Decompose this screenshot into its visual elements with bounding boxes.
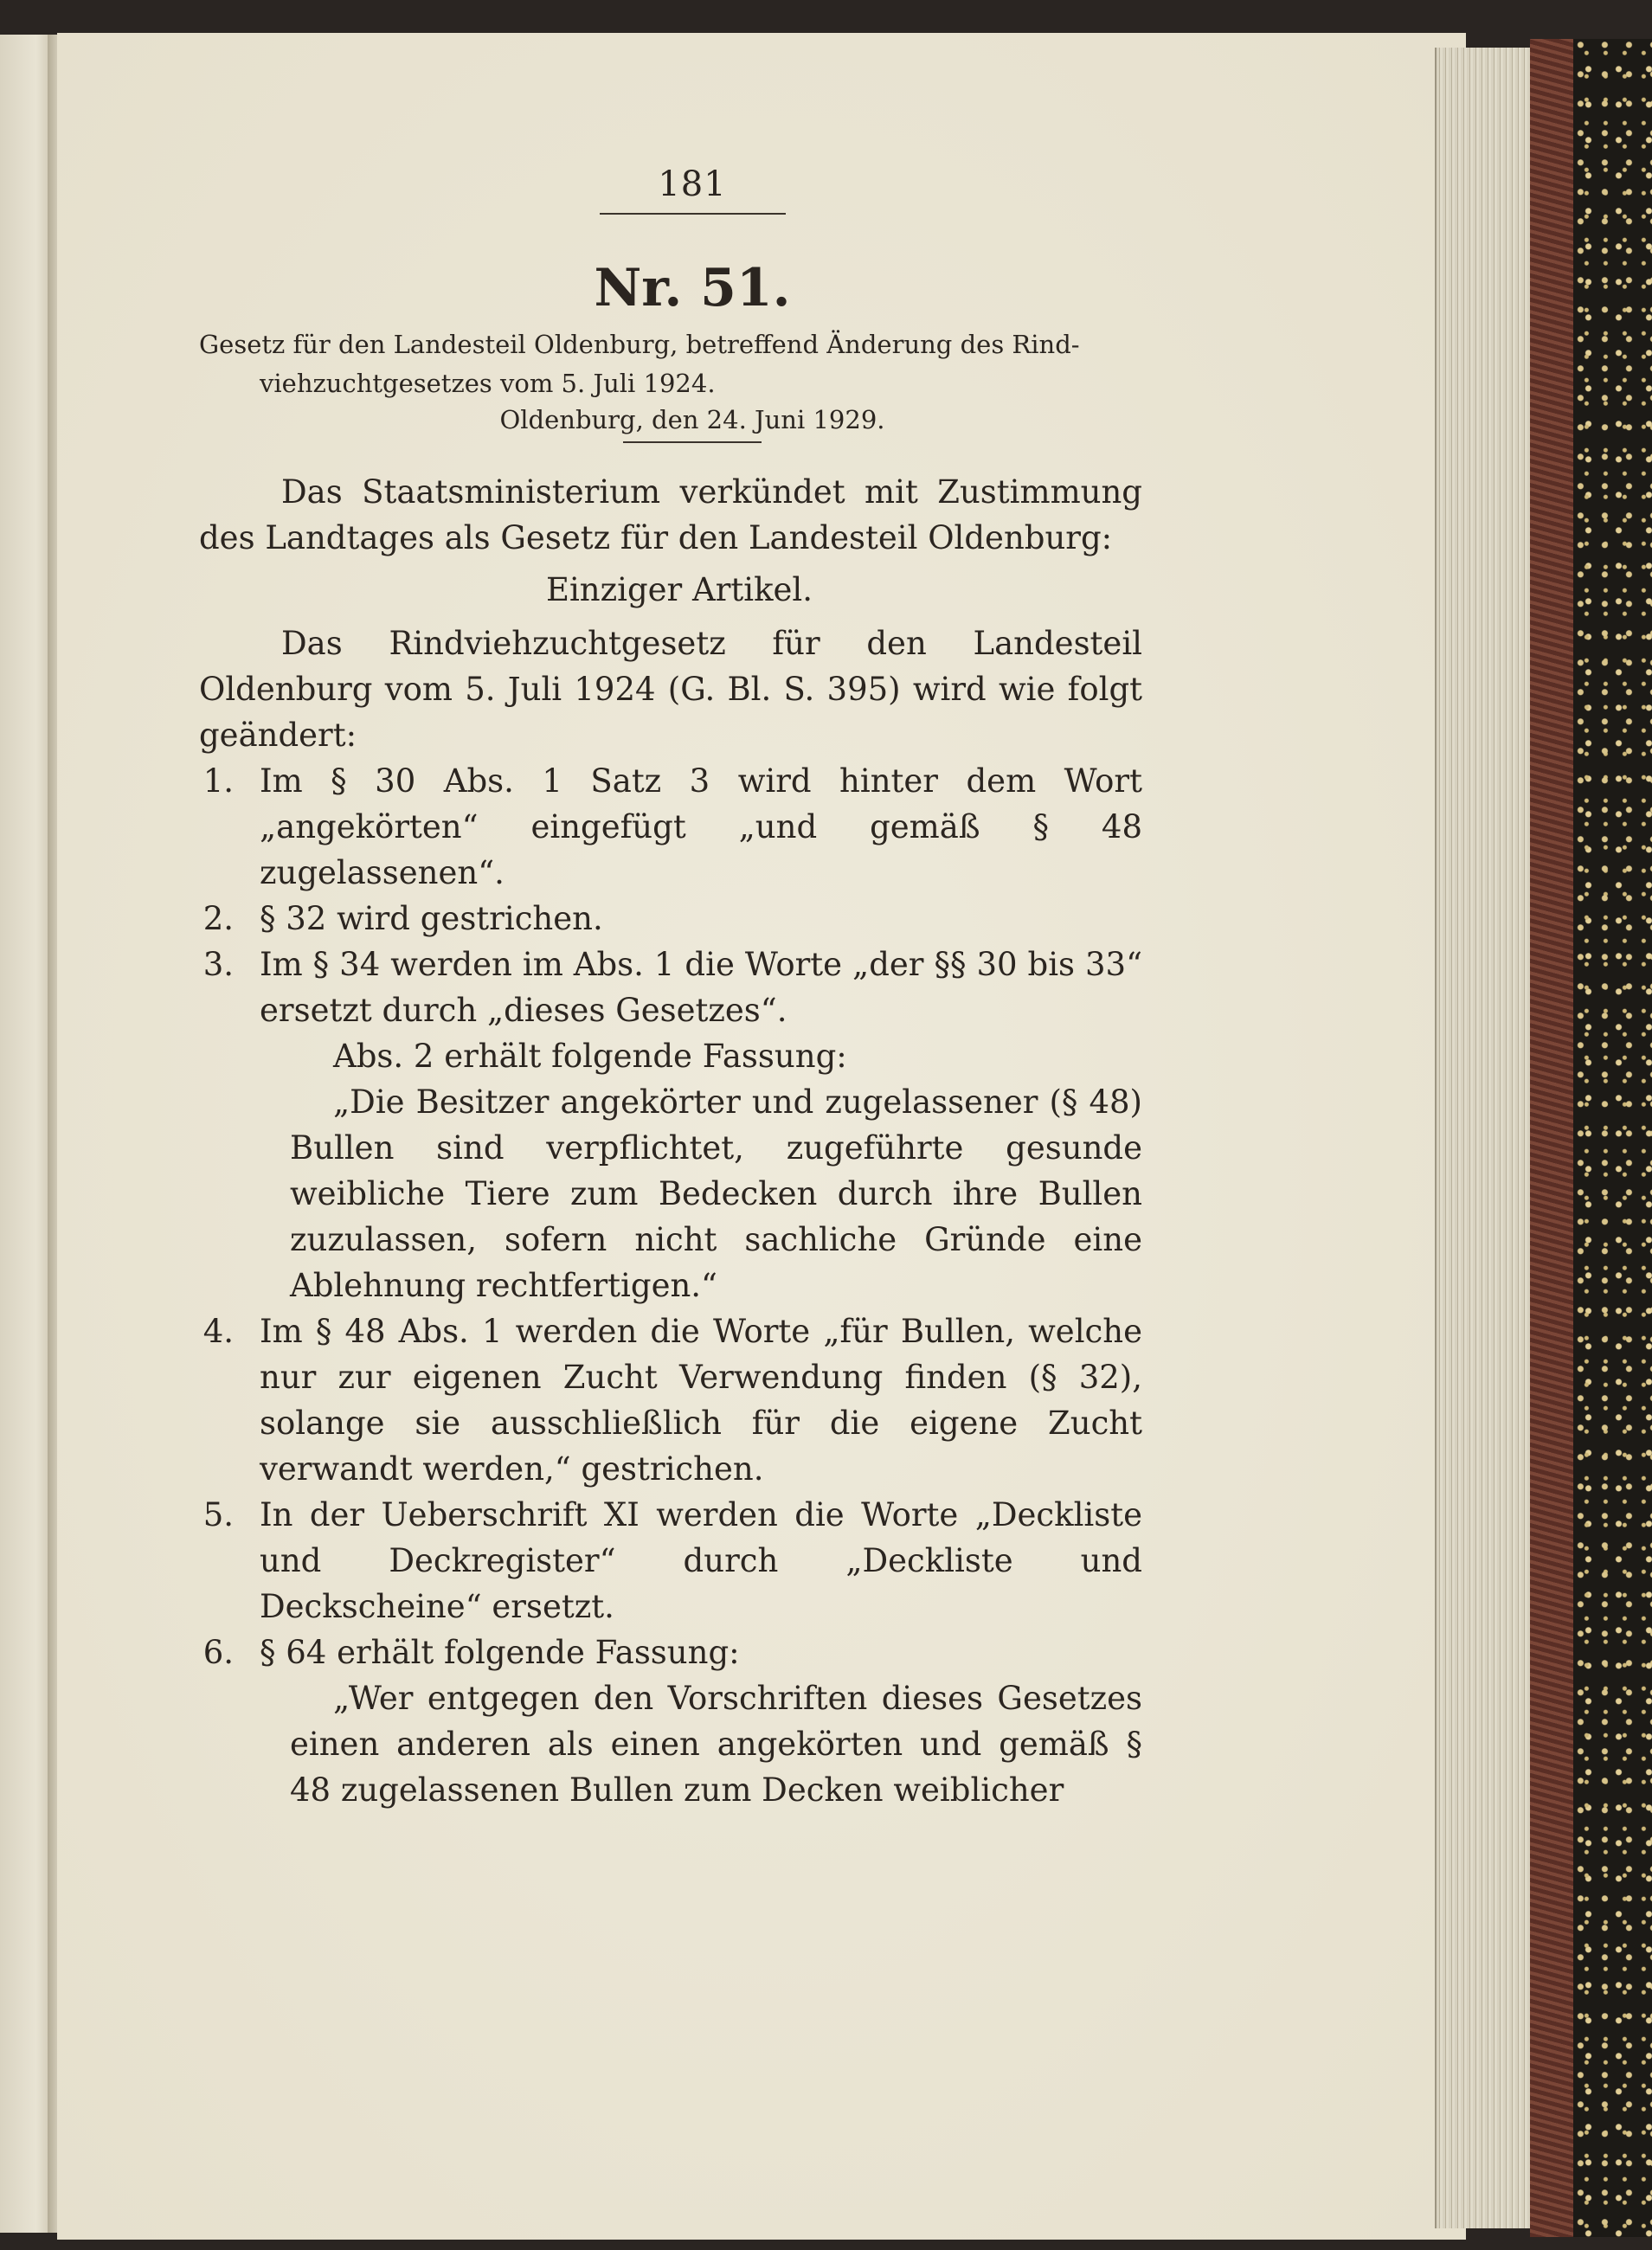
page-number: 181: [658, 164, 727, 204]
list-item: [199, 1308, 1142, 1492]
list-item-number: 6.: [202, 1634, 234, 1671]
header-rule: [600, 213, 786, 215]
list-item-text: § 64 erhält folgende Fassung:: [260, 1634, 740, 1671]
list-item: [199, 942, 1142, 1033]
item6-quote: „Wer entgegen den Vorschriften dieses Gesetzes einen anderen als einen angekörten und gemäß § 48 zugelassenen Bullen zum Decken weiblicher: [290, 1680, 1142, 1809]
marbled-endpaper: [1573, 39, 1652, 2237]
book-cover-leather: [1530, 39, 1573, 2237]
list-item-number: 1.: [202, 762, 234, 800]
body-paragraph: Das Rindviehzuchtgesetz für den Landesteil Oldenburg vom 5. Juli 1924 (G. Bl. S. 395) wird wie folgt geändert:: [199, 625, 1142, 754]
list-item-text: § 32 wird gestrichen.: [260, 900, 603, 937]
list-item-number: 5.: [202, 1496, 234, 1533]
list-item-number: 4.: [202, 1313, 234, 1350]
list-item-text: In der Ueberschrift XI werden die Worte „Deckliste und Deckregister“ durch „Deckliste und Deckscheine“ ersetzt.: [260, 1496, 1142, 1625]
list-item-text: Im § 48 Abs. 1 werden die Worte „für Bullen, welche nur zur eigenen Zucht Verwendung finden (§ 32), solange sie ausschließlich für die eigene Zucht verwandt werden,“ gestrichen.: [260, 1313, 1142, 1488]
law-number: Nr. 51.: [594, 258, 791, 318]
list-item-number: 2.: [202, 900, 234, 937]
list-item: [199, 1630, 1142, 1675]
law-title-line1: Gesetz für den Landesteil Oldenburg, betreffend Änderung des Rind-: [199, 330, 1080, 359]
intro-paragraph: Das Staatsministerium verkündet mit Zustimmung des Landtages als Gesetz für den Landesteil Oldenburg:: [199, 473, 1142, 556]
law-title: [199, 325, 1142, 403]
item3-subparagraph: Abs. 2 erhält folgende Fassung:: [333, 1038, 847, 1075]
page-stack-edges: [1435, 48, 1532, 2228]
law-date: Oldenburg, den 24. Juni 1929.: [499, 405, 885, 434]
law-title-line2: viehzuchtgesetzes vom 5. Juli 1924.: [260, 369, 716, 398]
title-rule: [623, 441, 762, 443]
list-item: [199, 758, 1142, 896]
left-page-edge: [0, 35, 52, 2233]
article-heading: Einziger Artikel.: [545, 571, 813, 608]
page-content: [199, 164, 1142, 1813]
item3-quote: „Die Besitzer angekörter und zugelassener (§ 48) Bullen sind verpflichtet, zugeführte gesunde weibliche Tiere zum Bedecken durch ihre Bullen zuzulassen, sofern nicht sachliche Gründe eine Ablehnung rechtfertigen.“: [290, 1083, 1142, 1304]
list-item-text: Im § 30 Abs. 1 Satz 3 wird hinter dem Wort „angekörten“ eingefügt „und gemäß § 48 zugelassenen“.: [260, 762, 1142, 891]
list-item: [199, 896, 1142, 942]
list-item-text: Im § 34 werden im Abs. 1 die Worte „der §§ 30 bis 33“ ersetzt durch „dieses Gesetzes“.: [260, 946, 1142, 1029]
list-item-number: 3.: [202, 946, 234, 983]
list-item: [199, 1492, 1142, 1630]
